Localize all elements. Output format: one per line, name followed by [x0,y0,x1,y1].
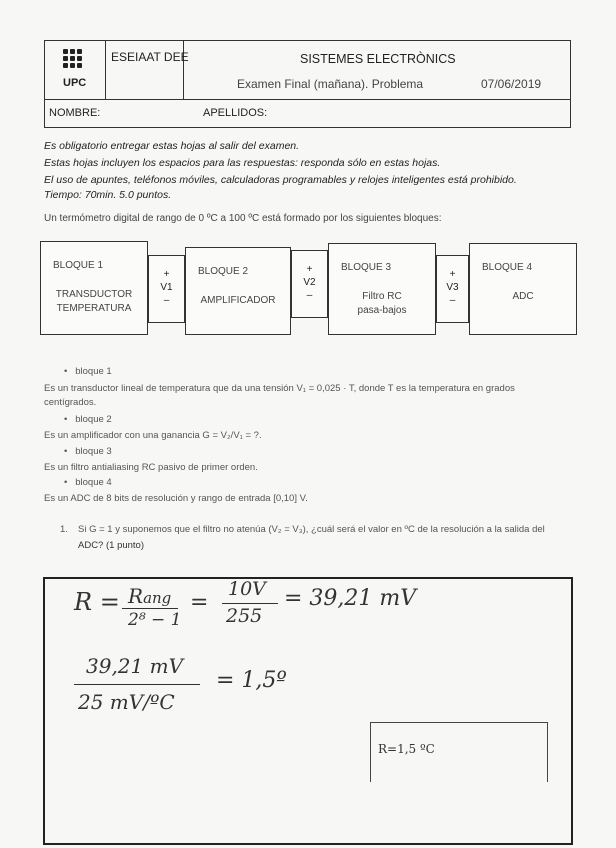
voltage-label: V3 [446,282,459,293]
voltage-label: V1 [160,282,173,293]
handwritten-text: R [128,584,144,608]
problem-intro: Un termómetro digital de rango de 0 ºC a 100 ºC está formado por los siguientes bloques: [44,213,442,224]
voltage-label: V2 [303,277,316,288]
block-description: ADC [512,291,534,302]
block-title: BLOQUE 2 [198,266,249,277]
minus-sign: – [163,295,170,306]
handwritten-subscript: ang [143,589,172,607]
exam-header [44,40,571,128]
exam-date: 07/06/2019 [481,77,542,91]
bullet-item: • bloque 4 [64,477,112,488]
school-name: ESEIAAT DEE [111,50,189,64]
handwritten-text: R = [74,588,120,616]
block-description: TRANSDUCTOR [55,289,133,300]
fraction-line [74,684,200,685]
instruction-line: El uso de apuntes, teléfonos móviles, calculadoras programables y relojes inteligentes está prohibido. [44,174,517,186]
fraction-line [222,603,278,604]
question-text: ADC? (1 punto) [78,540,145,551]
upc-logo-icon [63,49,87,73]
description-text: Es un ADC de 8 bits de resolución y rango de entrada [0,10] V. [44,493,308,504]
handwritten-text: = 39,21 mV [284,586,417,611]
block-description: pasa-bajos [357,305,407,316]
bullet-label: bloque 1 [75,366,112,377]
question-text: Si G = 1 y suponemos que el filtro no atenúa (V₂ = V₃), ¿cuál será el valor en ºC de la resolución a la salida del [78,524,545,535]
divider [105,41,106,99]
divider [45,99,570,100]
instruction-line: Estas hojas incluyen los espacios para las respuestas: responda sólo en estas hojas. [44,157,441,169]
block-description: AMPLIFICADOR [200,295,276,306]
course-title: SISTEMES ELECTRÒNICS [300,52,456,66]
handwritten-text: 25 mV/ºC [78,690,175,714]
description-text: Es un transductor lineal de temperatura que da una tensión V₁ = 0,025 · T, donde T es la temperatura en grados [44,383,515,394]
bullet-item: • bloque 1 [64,366,112,377]
block-title: BLOQUE 1 [53,260,104,271]
description-text: centígrados. [44,397,97,408]
voltage-v3 [436,255,469,323]
minus-sign: – [449,295,456,306]
instruction-line: Es obligatorio entregar estas hojas al salir del examen. [44,140,300,152]
voltage-v2 [291,250,328,318]
plus-sign: + [163,269,170,280]
handwritten-text [128,584,171,608]
handwritten-text: 2⁸ − 1 [128,610,182,630]
logo-text: UPC [63,77,87,89]
block-3 [328,243,436,335]
handwritten-text: 10V [228,578,266,600]
bullet-label: bloque 2 [75,414,112,425]
description-text: Es un amplificador con una ganancia G = V₂/V₁ = ?. [44,430,262,441]
block-1 [40,241,148,335]
block-title: BLOQUE 3 [341,262,392,273]
handwritten-text: = [190,590,209,615]
fraction-line [122,608,178,609]
voltage-v1 [148,255,185,323]
exam-title: Examen Final (mañana). Problema [237,77,424,91]
question-number: 1. [60,524,68,535]
plus-sign: + [306,264,313,275]
handwritten-text: 39,21 mV [86,654,184,678]
name-label: NOMBRE: [49,107,101,119]
result-value: R=1,5 ºC [378,742,435,756]
block-2 [185,247,291,335]
handwritten-text: = 1,5º [216,668,287,693]
bullet-label: bloque 3 [75,446,112,457]
block-title: BLOQUE 4 [482,262,533,273]
instruction-line: Tiempo: 70min. 5.0 puntos. [44,189,172,201]
bullet-item: • bloque 3 [64,446,112,457]
plus-sign: + [449,269,456,280]
block-description: TEMPERATURA [56,303,132,314]
block-4 [469,243,577,335]
minus-sign: – [306,290,313,301]
surname-label: APELLIDOS: [203,107,268,119]
bullet-label: bloque 4 [75,477,112,488]
block-description: Filtro RC [362,291,402,302]
description-text: Es un filtro antialiasing RC pasivo de primer orden. [44,462,258,473]
bullet-item: • bloque 2 [64,414,112,425]
handwritten-text: 255 [226,605,263,627]
